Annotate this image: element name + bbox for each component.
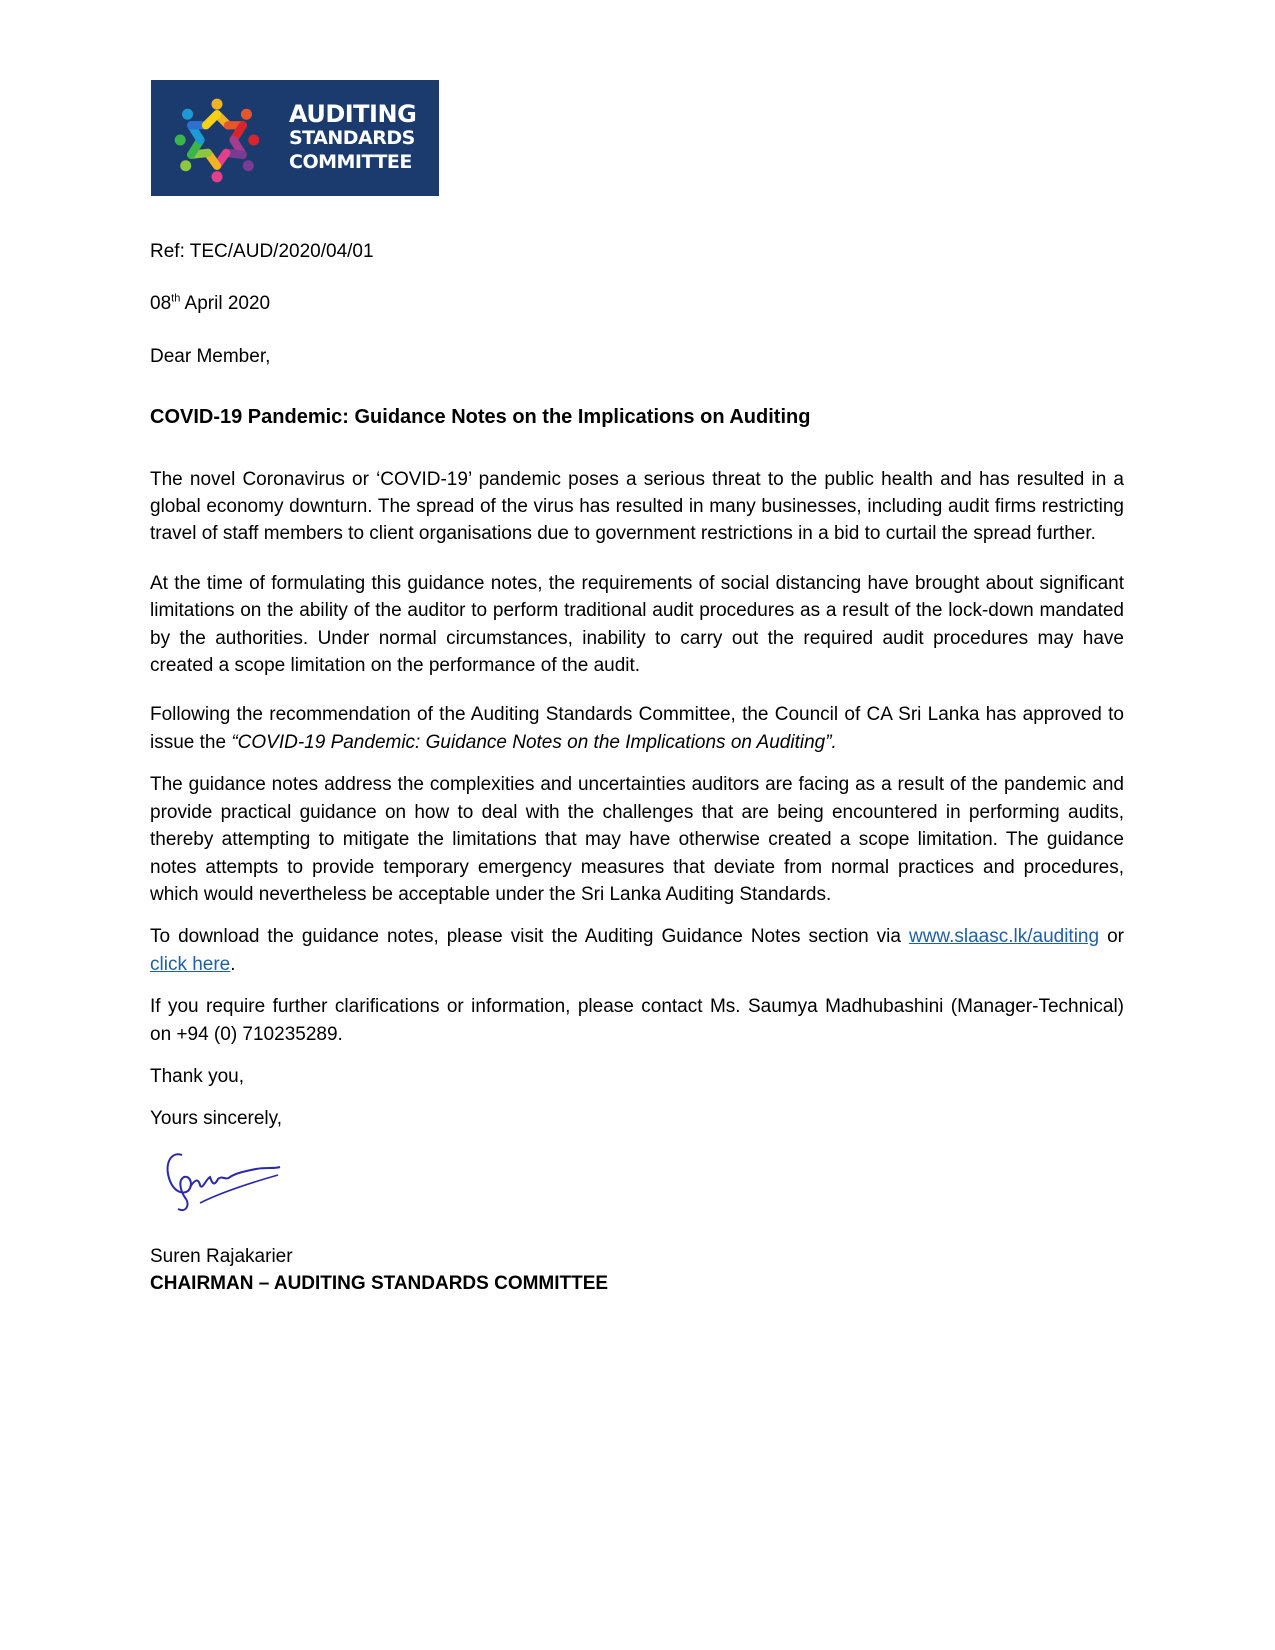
date-rest: April 2020 — [180, 293, 271, 315]
click-here-link[interactable]: click here — [150, 953, 231, 975]
handwritten-signature — [160, 1147, 290, 1237]
paragraph-5-or: or — [1099, 926, 1124, 948]
paragraph-5-text: To download the guidance notes, please visit the Auditing Guidance Notes section via — [150, 926, 909, 948]
paragraph-3-italic-title: “COVID-19 Pandemic: Guidance Notes on the Implications on Auditing”. — [231, 731, 837, 753]
paragraph-1: The novel Coronavirus or ‘COVID-19’ pandemic poses a serious threat to the public health and has resulted in a global economy downturn. The spread of the virus has resulted in many businesses, including audit firms restricting travel of staff members to client organisations due to government restrictions in a bid to curtail the spread further. — [150, 468, 1124, 545]
logo-line-1: AUDITING — [289, 100, 417, 128]
signer-name: Suren Rajakarier — [150, 1245, 293, 1267]
letter-body — [150, 238, 1124, 1298]
paragraph-4: The guidance notes address the complexities and uncertainties auditors are facing as a result of the pandemic and provide practical guidance on how to deal with the challenges that are being encountered in performing audits, thereby attempting to mitigate the limitations that may have otherwise created a scope limitation. The guidance notes attempts to provide temporary emergency measures that deviate from normal practices and procedures, which would nevertheless be acceptable under the Sri Lanka Auditing Standards. — [150, 774, 1124, 905]
logo-line-2: STANDARDS — [289, 127, 415, 149]
date-suffix: th — [171, 293, 181, 306]
reference-number: Ref: TEC/AUD/2020/04/01 — [150, 241, 374, 262]
paragraph-2: At the time of formulating this guidance notes, the requirements of social distancing have brought about significant limitations on the ability of the auditor to perform traditional audit procedures as a result of the lock-down mandated by the authorities. Under normal circumstances, inability to carry out the required audit procedures may have created a scope limitation on the performance of the audit. — [150, 572, 1124, 677]
letter-date — [150, 290, 1124, 317]
paragraph-5-end: . — [230, 953, 236, 975]
people-circle-star-icon — [171, 94, 263, 186]
date-day: 08 — [150, 293, 172, 315]
logo-wordmark — [289, 102, 416, 174]
paragraph-3-text: Following the recommendation of the Auditing Standards Committee, the Council of CA Sri Lanka has approved to issue the — [150, 704, 1124, 753]
signer-title: CHAIRMAN – AUDITING STANDARDS COMMITTEE — [150, 1273, 609, 1295]
logo-line-3: COMMITTEE — [289, 151, 412, 173]
committee-logo — [151, 80, 439, 196]
paragraph-6: If you require further clarifications or information, please contact Ms. Saumya Madhubashini (Manager-Technical) on +94 (0) 710235289. — [150, 996, 1124, 1045]
subject-heading: COVID-19 Pandemic: Guidance Notes on the Implications on Auditing — [150, 406, 811, 429]
closing-line: Yours sincerely, — [150, 1108, 283, 1130]
website-link[interactable]: www.slaasc.lk/auditing — [908, 926, 1100, 948]
salutation: Dear Member, — [150, 345, 271, 367]
paragraph-5 — [150, 923, 1124, 978]
thanks-line: Thank you, — [150, 1065, 244, 1087]
paragraph-3 — [150, 701, 1124, 756]
